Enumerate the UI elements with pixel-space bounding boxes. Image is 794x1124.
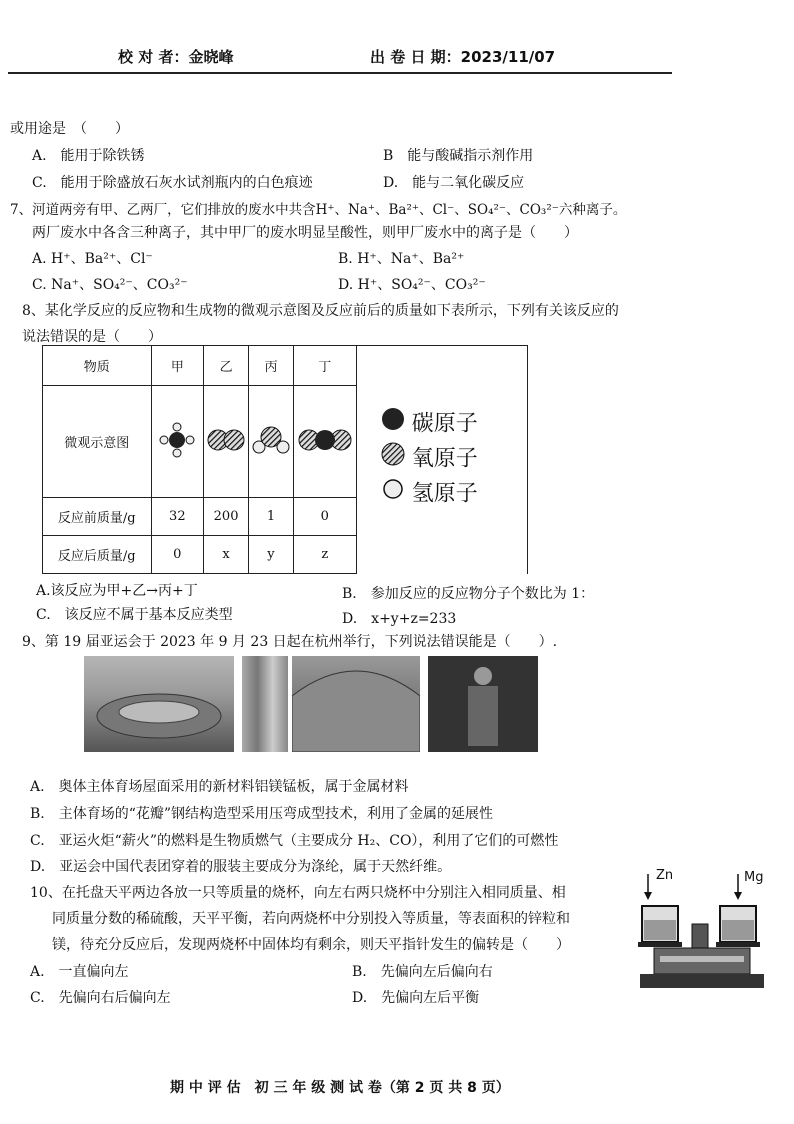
q10-option-a: A. 一直偏向左 (30, 964, 129, 980)
carbon-atom-icon (381, 407, 405, 442)
before-ding: 0 (293, 498, 356, 536)
q10-line3: 镁，待充分反应后，发现两烧杯中固体均有剩余，则天平指针发生的偏转是（ ） (52, 937, 570, 953)
before-bing: 1 (249, 498, 294, 536)
q10-option-b: B. 先偏向左后偏向右 (352, 964, 493, 980)
q10-line2: 同质量分数的稀硫酸，天平平衡，若向两烧杯中分别投入等质量，等表面积的锌粒和 (52, 911, 570, 927)
roof-photo (292, 656, 420, 752)
hydrogen-atom-icon (381, 477, 405, 512)
q6-option-c: C. 能用于除盛放石灰水试剂瓶内的白色痕迹 (32, 175, 313, 191)
table-header-yi: 乙 (204, 346, 249, 386)
q8-option-a: A.该反应为甲+乙→丙+丁 (36, 583, 198, 599)
balance-diagram (634, 868, 774, 1000)
q7-option-b: B. H⁺、Na⁺、Ba²⁺ (338, 251, 465, 267)
after-yi: x (204, 536, 249, 574)
proofreader: 校 对 者：金晓峰 (118, 48, 234, 66)
legend-hydrogen: 氢原子 (381, 477, 527, 512)
q7-option-d: D. H⁺、SO₄²⁻、CO₃²⁻ (338, 277, 486, 293)
exam-date: 出 卷 日 期：2023/11/07 (370, 48, 556, 66)
page-footer: 期 中 评 估 初 三 年 级 测 试 卷（第 2 页 共 8 页） (170, 1080, 510, 1096)
label-mg: Mg (744, 870, 764, 885)
q10-option-d: D. 先偏向左后平衡 (352, 990, 480, 1006)
table-header-jia: 甲 (151, 346, 204, 386)
table-row-before-label: 反应前质量/g (43, 498, 152, 536)
q7-line2: 两厂废水中各含三种离子，其中甲厂的废水明显呈酸性，则甲厂废水中的离子是（ ） (32, 225, 578, 241)
q8-table (42, 345, 528, 574)
stadium-photo (84, 656, 234, 752)
before-jia: 32 (151, 498, 204, 536)
table-header-substance: 物质 (43, 346, 152, 386)
q7-line1: 7、河道两旁有甲、乙两厂，它们排放的废水中共含H⁺、Na⁺、Ba²⁺、Cl⁻、SO₄²⁻、CO₃²⁻六种离子。 (10, 202, 627, 218)
before-yi: 200 (204, 498, 249, 536)
molecule-yi-icon (204, 386, 249, 498)
q9-option-b: B. 主体育场的“花瓣”钢结构造型采用压弯成型技术，利用了金属的延展性 (30, 806, 494, 822)
q9-stem: 9、第 19 届亚运会于 2023 年 9 月 23 日起在杭州举行，下列说法错误能是（ ）. (22, 634, 558, 650)
oxygen-atom-icon (381, 442, 405, 477)
header-rule (8, 72, 672, 74)
table-row-after-label: 反应后质量/g (43, 536, 152, 574)
table-header-bing: 丙 (249, 346, 294, 386)
table-header-ding: 丁 (293, 346, 356, 386)
atom-legend-cell (356, 346, 527, 574)
q9-option-a: A. 奥体主体育场屋面采用的新材料铝镁锰板，属于金属材料 (30, 779, 409, 795)
q10-option-c: C. 先偏向右后偏向左 (30, 990, 171, 1006)
q7-option-a: A. H⁺、Ba²⁺、Cl⁻ (32, 251, 153, 267)
label-zn: Zn (656, 868, 674, 883)
table-row-micro-label: 微观示意图 (43, 386, 152, 498)
q8-option-c: C. 该反应不属于基本反应类型 (36, 607, 233, 623)
q6-stem-end: 或用途是 （ ） (10, 121, 129, 137)
q8-line1: 8、某化学反应的反应物和生成物的微观示意图及反应前后的质量如下表所示，下列有关该反应的 (22, 303, 619, 319)
molecule-jia-icon (151, 386, 204, 498)
q8-option-b: B. 参加反应的反应物分子个数比为 1： (342, 586, 595, 602)
after-ding: z (293, 536, 356, 574)
legend-oxygen: 氧原子 (381, 442, 527, 477)
legend-carbon: 碳原子 (381, 407, 527, 442)
molecule-bing-icon (249, 386, 294, 498)
torch-photo (242, 656, 288, 752)
uniform-photo (428, 656, 538, 752)
q6-option-a: A. 能用于除铁锈 (32, 148, 145, 164)
q10-line1: 10、在托盘天平两边各放一只等质量的烧杯，向左右两只烧杯中分别注入相同质量、相 (30, 885, 566, 901)
q8-option-d: D. x+y+z=233 (342, 611, 457, 627)
after-jia: 0 (151, 536, 204, 574)
q6-option-b: B 能与酸碱指示剂作用 (383, 148, 534, 164)
q8-line2: 说法错误的是（ ） (22, 329, 162, 345)
q9-option-c: C. 亚运火炬“薪火”的燃料是生物质燃气（主要成分 H₂、CO），利用了它们的可燃性 (30, 833, 559, 849)
q7-option-c: C. Na⁺、SO₄²⁻、CO₃²⁻ (32, 277, 188, 293)
q9-option-d: D. 亚运会中国代表团穿着的服装主要成分为涤纶，属于天然纤维。 (30, 859, 452, 875)
molecule-ding-icon (293, 386, 356, 498)
q6-option-d: D. 能与二氧化碳反应 (383, 175, 525, 191)
after-bing: y (249, 536, 294, 574)
